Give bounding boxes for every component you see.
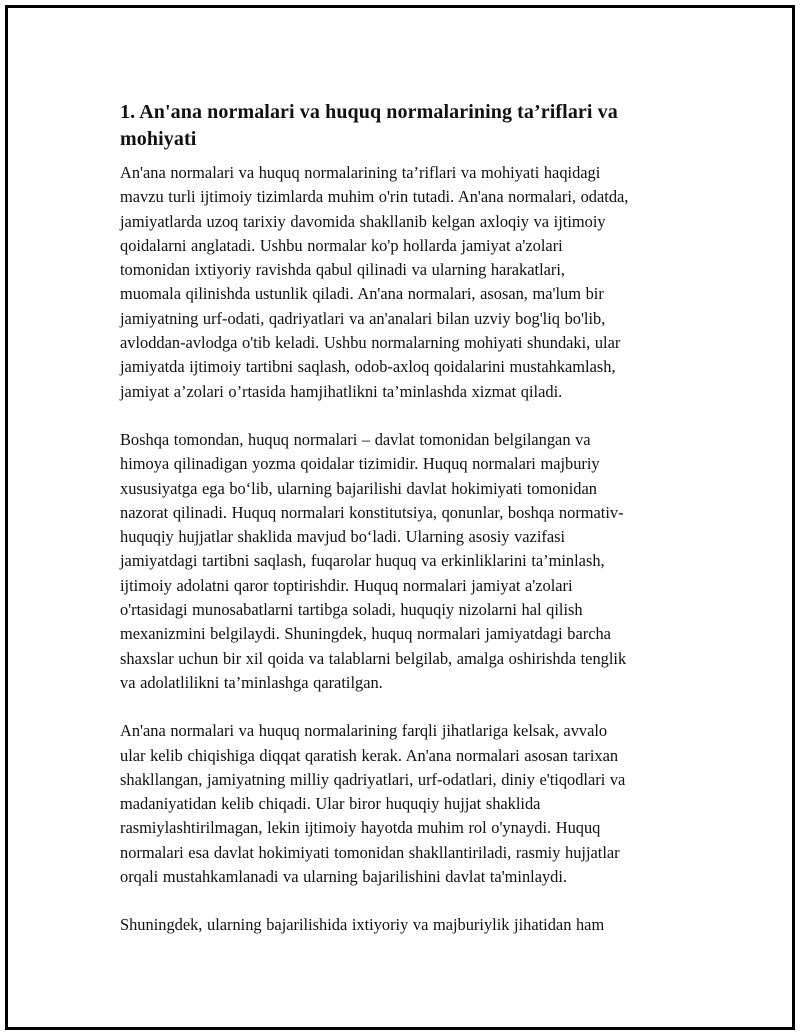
text-line: An'ana normalari va huquq normalarining farqli jihatlariga kelsak, avvalo — [120, 721, 608, 741]
text-line: va adolatlilikni ta’minlashga qaratilgan. — [120, 672, 383, 692]
text-line: ijtimoiy adolatni qaror toptirishdir. Huquq normalari jamiyat a'zolari — [120, 575, 573, 595]
text-line: jamiyatda ijtimoiy tartibni saqlash, odob-axloq qoidalarini mustahkamlash, — [120, 357, 616, 377]
document-body — [120, 99, 700, 962]
text-line: Boshqa tomondan, huquq normalari – davlat tomonidan belgilangan va — [120, 429, 591, 449]
text-line: mavzu turli ijtimoiy tizimlarda muhim o'rin tutadi. An'ana normalari, odatda, — [120, 187, 629, 207]
text-line: mexanizmini belgilaydi. Shuningdek, huquq normalari jamiyatdagi barcha — [120, 624, 611, 644]
text-line: shaxslar uchun bir xil qoida va talablarni belgilab, amalga oshirishda tenglik — [120, 648, 627, 668]
text-line: huquqiy hujjatlar shaklida mavjud bo‘ladi. Ularning asosiy vazifasi — [120, 527, 566, 547]
page-frame — [5, 5, 795, 1030]
text-line: jamiyatlarda uzoq tarixiy davomida shakllanib kelgan axloqiy va ijtimoiy — [120, 211, 606, 231]
heading-line: 1. An'ana normalari va huquq normalarining ta’riflari va — [120, 101, 618, 123]
text-line: madaniyatidan kelib chiqadi. Ular biror huquqiy hujjat shaklida — [120, 794, 541, 814]
paragraph-1 — [120, 161, 700, 404]
text-line: avloddan-avlodga o'tib keladi. Ushbu normalarning mohiyati shundaki, ular — [120, 333, 621, 353]
paragraph-2 — [120, 428, 700, 695]
text-line: shakllangan, jamiyatning milliy qadriyatlari, urf-odatlari, diniy e'tiqodlari va — [120, 769, 626, 789]
text-line: jamiyatning urf-odati, qadriyatlari va an'analari bilan uzviy bog'liq bo'lib, — [120, 308, 606, 328]
text-line: orqali mustahkamlanadi va ularning bajarilishini davlat ta'minlaydi. — [120, 867, 568, 887]
text-line: himoya qilinadigan yozma qoidalar tizimidir. Huquq normalari majburiy — [120, 454, 600, 474]
paragraph-3 — [120, 719, 700, 889]
text-line: normalari esa davlat hokimiyati tomonidan shakllantiriladi, rasmiy hujjatlar — [120, 842, 620, 862]
text-line: tomonidan ixtiyoriy ravishda qabul qilinadi va ularning harakatlari, — [120, 260, 566, 280]
text-line: nazorat qilinadi. Huquq normalari konstitutsiya, qonunlar, boshqa normativ- — [120, 502, 624, 522]
paragraph-4 — [120, 913, 700, 937]
text-line: ular kelib chiqishiga diqqat qaratish kerak. An'ana normalari asosan tarixan — [120, 745, 619, 765]
text-line: An'ana normalari va huquq normalarining ta’riflari va mohiyati haqidagi — [120, 163, 601, 182]
text-line: Shuningdek, ularning bajarilishida ixtiyoriy va majburiylik jihatidan ham — [120, 915, 605, 935]
text-line: jamiyatdagi tartibni saqlash, fuqarolar huquq va erkinliklarini ta’minlash, — [120, 551, 605, 571]
text-line: xususiyatga ega bo‘lib, ularning bajarilishi davlat hokimiyati tomonidan — [120, 478, 597, 498]
text-line: muomala qilinishda ustunlik qiladi. An'ana normalari, asosan, ma'lum bir — [120, 284, 604, 304]
text-line: jamiyat a’zolari o’rtasida hamjihatlikni ta’minlashda xizmat qiladi. — [120, 381, 563, 401]
heading-line: mohiyati — [120, 128, 197, 150]
text-line: qoidalarni anglatadi. Ushbu normalar ko'p hollarda jamiyat a'zolari — [120, 235, 563, 255]
text-line: rasmiylashtirilmagan, lekin ijtimoiy hayotda muhim rol o'ynaydi. Huquq — [120, 818, 601, 838]
section-heading — [120, 99, 700, 153]
text-line: o'rtasidagi munosabatlarni tartibga soladi, huquqiy nizolarni hal qilish — [120, 600, 583, 620]
